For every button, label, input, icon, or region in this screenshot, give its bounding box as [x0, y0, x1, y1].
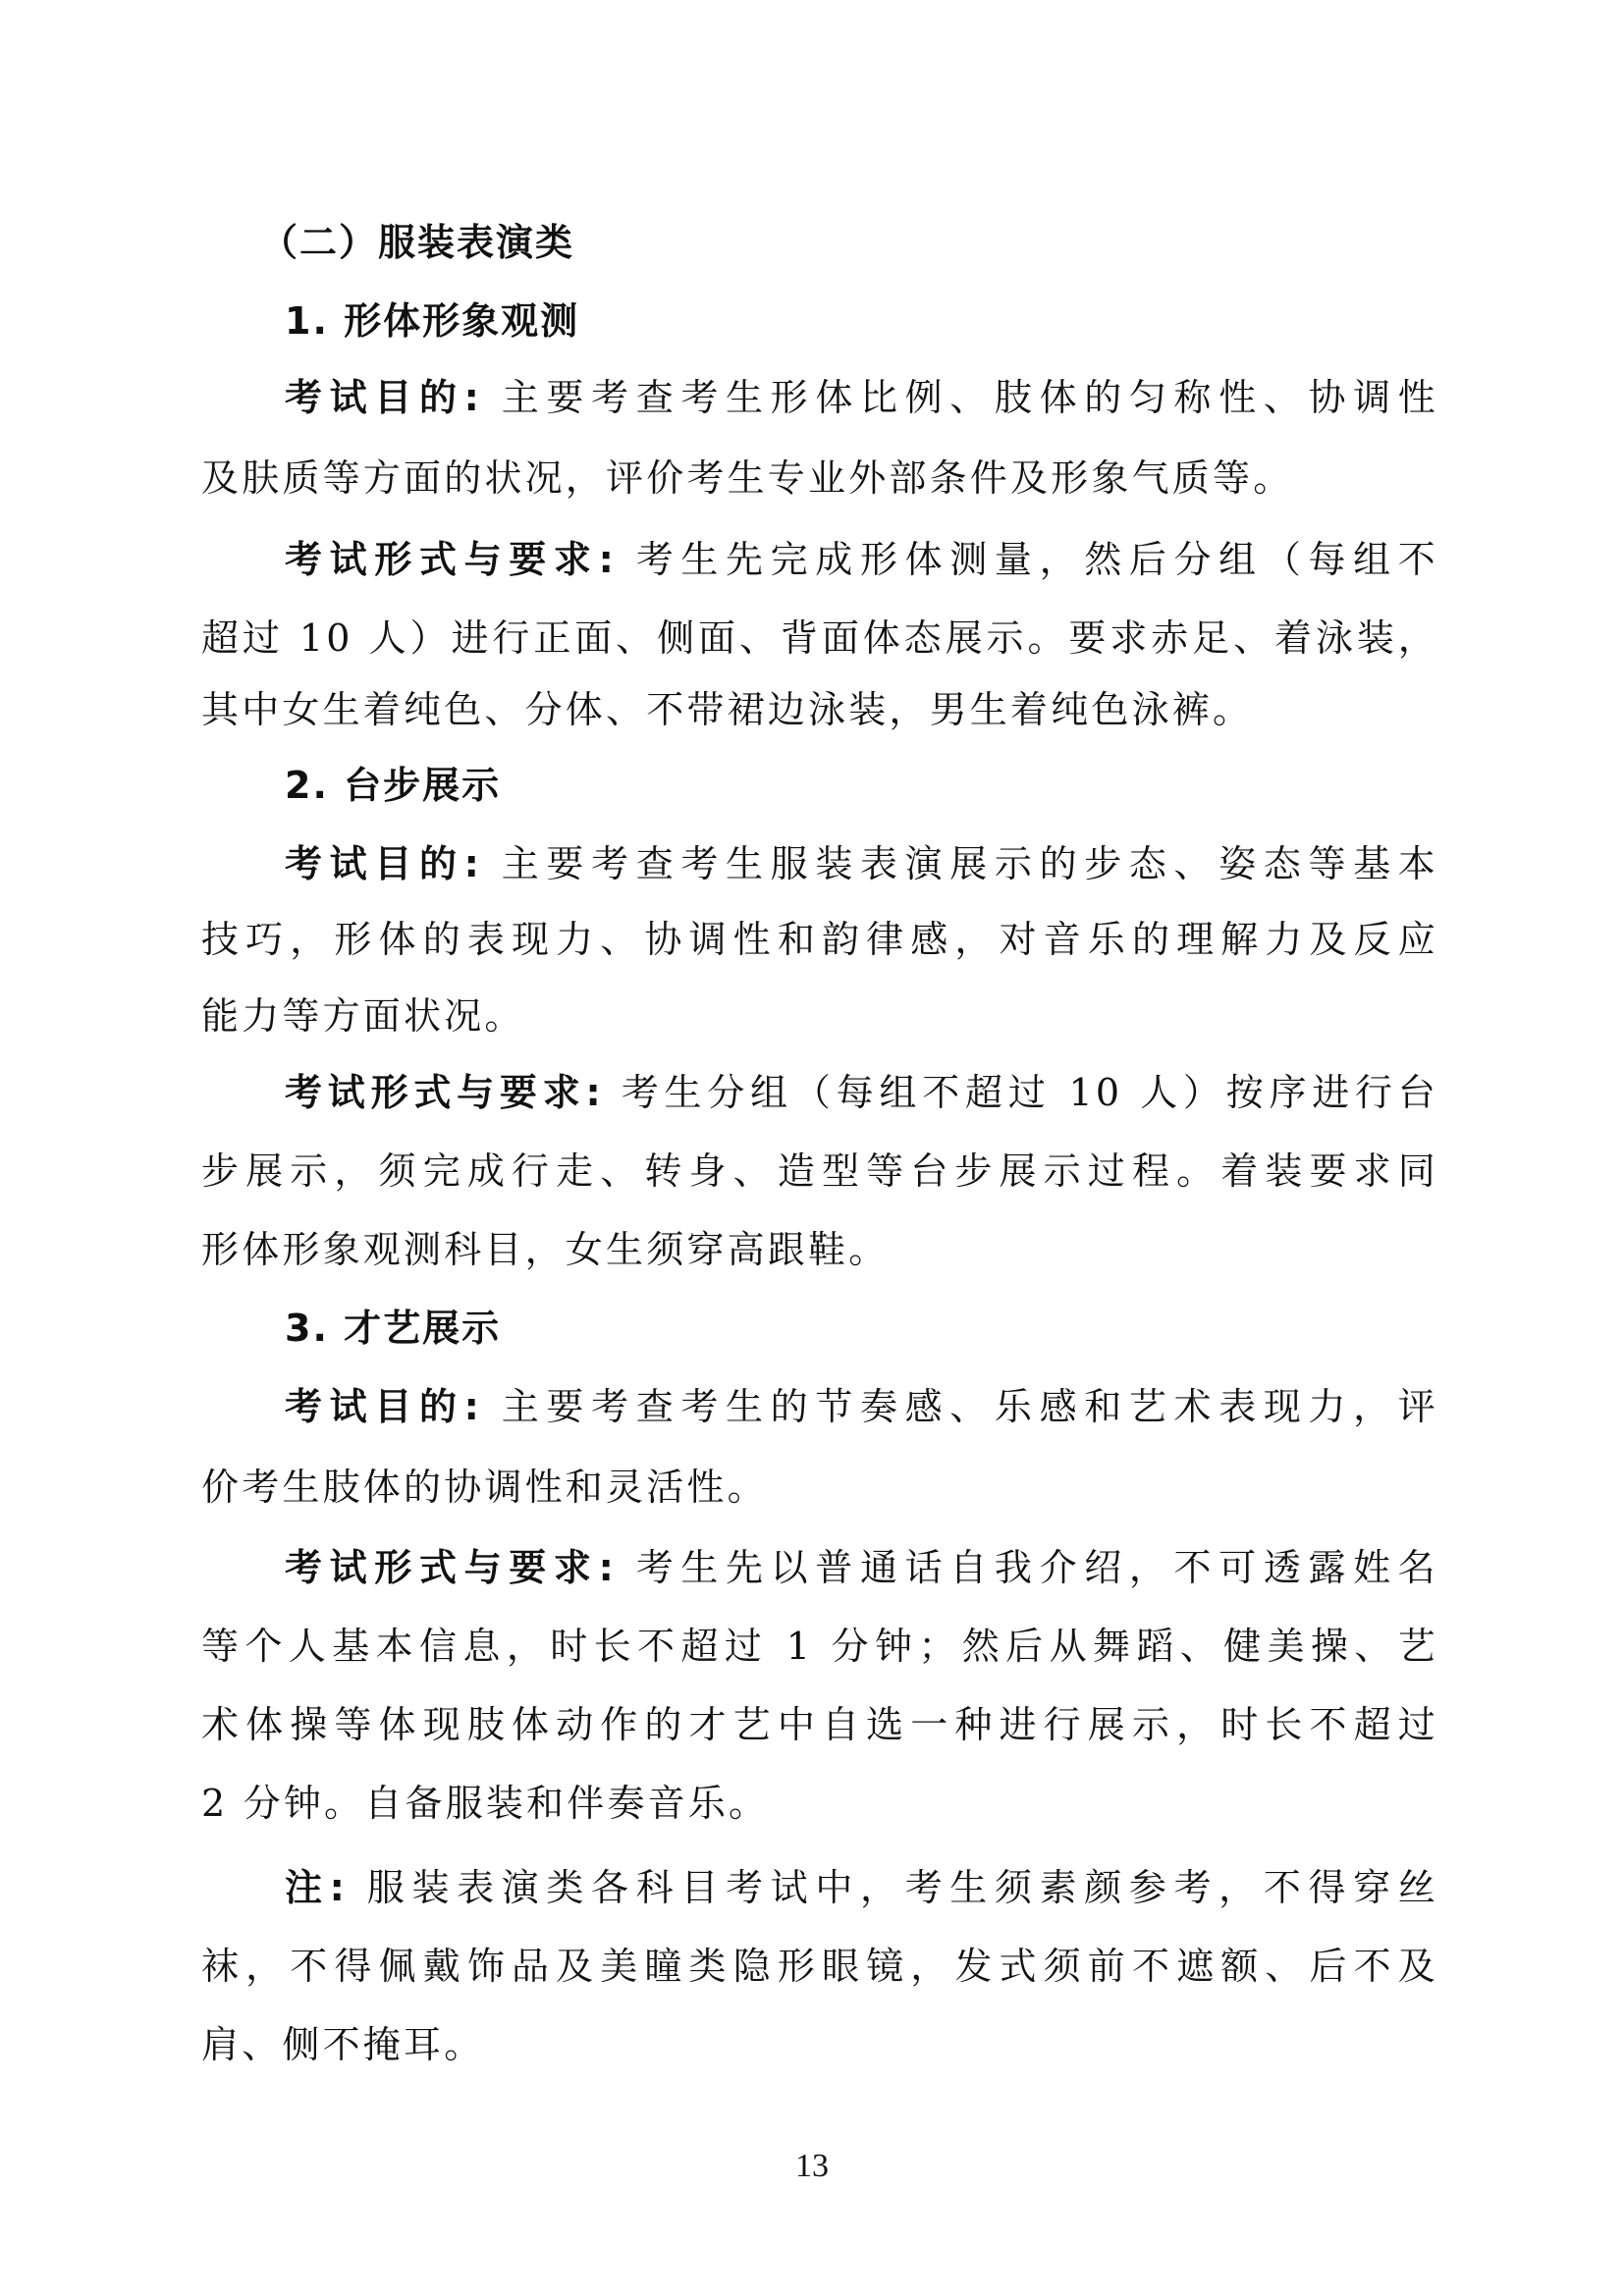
paragraph-text: 主要考查考生形体比例、肢体的匀称性、协调性	[501, 376, 1439, 419]
paragraph-line: 术体操等体现肢体动作的才艺中自选一种进行展示，时长不超过	[201, 1703, 1438, 1746]
subsection-title-2: 2. 台步展示	[285, 764, 502, 807]
section-heading: （二）服装表演类	[260, 221, 575, 264]
paragraph-text: 考生先完成形体测量，然后分组（每组不	[635, 538, 1438, 581]
purpose-label: 考试目的:	[285, 1385, 483, 1428]
paragraph-line: 其中女生着纯色、分体、不带裙边泳装，男生着纯色泳裤。	[201, 688, 1254, 731]
purpose-label: 考试目的:	[285, 842, 483, 885]
paragraph-line	[285, 1543, 1438, 1592]
paragraph-line	[285, 535, 1438, 584]
paragraph-text: 主要考查考生服装表演展示的步态、姿态等基本	[501, 842, 1439, 885]
paragraph-line: 2 分钟。自备服装和伴奏音乐。	[201, 1782, 770, 1825]
paragraph-line: 及肤质等方面的状况，评价考生专业外部条件及形象气质等。	[201, 456, 1294, 500]
format-label: 考试形式与要求:	[285, 1546, 617, 1589]
paragraph-line	[285, 1382, 1438, 1431]
paragraph-text: 考生分组（每组不超过 10 人）按序进行台	[621, 1071, 1438, 1114]
subsection-title-1: 1. 形体形象观测	[285, 299, 580, 343]
page-number: 13	[795, 2148, 829, 2184]
paragraph-line	[285, 1068, 1438, 1117]
paragraph-text: 服装表演类各科目考试中，考生须素颜参考，不得穿丝	[366, 1866, 1438, 1909]
subsection-title-3: 3. 才艺展示	[285, 1307, 502, 1350]
paragraph-line: 价考生肢体的协调性和灵活性。	[201, 1466, 768, 1509]
paragraph-text: 主要考查考生的节奏感、乐感和艺术表现力，评	[501, 1385, 1439, 1428]
paragraph-line: 技巧，形体的表现力、协调性和韵律感，对音乐的理解力及反应	[201, 918, 1438, 961]
note-line: 袜，不得佩戴饰品及美瞳类隐形眼镜，发式须前不遮额、后不及	[201, 1945, 1438, 1988]
paragraph-line: 超过 10 人）进行正面、侧面、背面体态展示。要求赤足、着泳装，	[201, 616, 1438, 660]
note-label: 注:	[285, 1866, 349, 1909]
paragraph-text: 考生先以普通话自我介绍，不可透露姓名	[635, 1546, 1438, 1589]
paragraph-line: 能力等方面状况。	[201, 994, 525, 1038]
paragraph-line: 等个人基本信息，时长不超过 1 分钟；然后从舞蹈、健美操、艺	[201, 1625, 1438, 1668]
note-line: 肩、侧不掩耳。	[201, 2023, 485, 2066]
paragraph-line: 步展示，须完成行走、转身、造型等台步展示过程。着装要求同	[201, 1149, 1438, 1193]
purpose-label: 考试目的:	[285, 376, 483, 419]
note-line	[285, 1863, 1438, 1912]
format-label: 考试形式与要求:	[285, 538, 617, 581]
paragraph-line	[285, 839, 1438, 888]
paragraph-line: 形体形象观测科目，女生须穿高跟鞋。	[201, 1228, 890, 1271]
paragraph-line	[285, 373, 1438, 422]
format-label: 考试形式与要求:	[285, 1071, 604, 1114]
